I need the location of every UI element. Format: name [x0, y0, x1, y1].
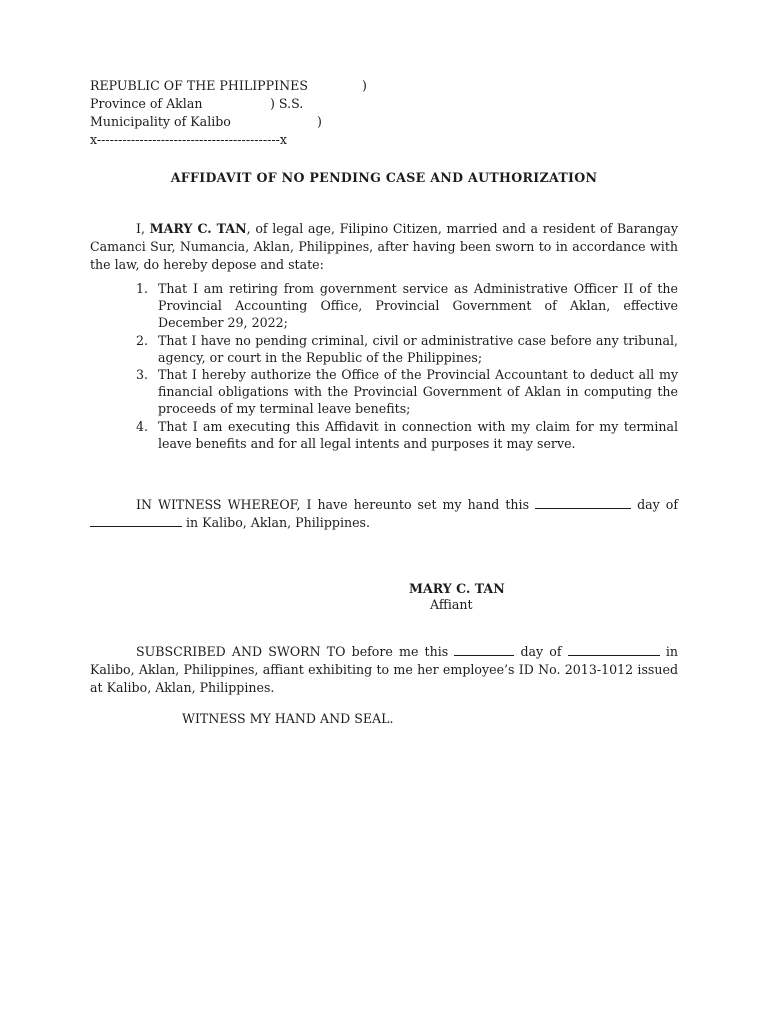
signatory-name: MARY C. TAN [409, 581, 505, 596]
statement-number: 4. [136, 418, 149, 434]
affiant-name: MARY C. TAN [149, 221, 247, 236]
statement-item [90, 418, 678, 452]
jurat-paragraph [90, 643, 678, 697]
caption-municipality: Municipality of Kalibo [90, 114, 231, 129]
month-blank [90, 514, 182, 527]
witness-text-3: in Kalibo, Aklan, Philippines. [186, 515, 371, 530]
statement-text: That I am retiring from government service as Administrative Officer II of the Provincial Accounting Office, Provincial Government of Aklan, effective December 29, 2022; [158, 281, 678, 331]
statement-number: 3. [136, 367, 149, 383]
caption-ss: ) S.S. [270, 96, 304, 111]
caption-municipality-row [90, 113, 390, 131]
intro-prefix: I, [136, 221, 150, 236]
statement-text: That I am executing this Affidavit in connection with my claim for my terminal leave benefits and for all legal intents and purposes it may serve. [158, 418, 678, 451]
statement-item [90, 332, 678, 366]
caption-rule: x-------------------------------------------x [90, 132, 287, 147]
seal-line: WITNESS MY HAND AND SEAL. [182, 711, 394, 726]
venue-caption [90, 77, 390, 149]
statement-number: 2. [136, 332, 149, 348]
jurat-text-1: SUBSCRIBED AND SWORN TO before me this [136, 644, 449, 659]
statement-list [90, 280, 678, 452]
intro-text: , of legal age, Filipino Citizen, married and a resident of Barangay Camanci Sur, Numancia, Aklan, Philippines, after having been sworn to in accordance with the law, do hereby depose and state: [90, 221, 678, 272]
witness-paragraph [90, 496, 678, 532]
witness-text-1: IN WITNESS WHEREOF, I have hereunto set my hand this [136, 497, 530, 512]
jurat-text-2: day of [520, 644, 562, 659]
month-blank [568, 643, 660, 656]
caption-province-row [90, 95, 390, 113]
document-title: AFFIDAVIT OF NO PENDING CASE AND AUTHORIZATION [170, 170, 598, 185]
statement-text: That I hereby authorize the Office of the Provincial Accountant to deduct all my financial obligations with the Provincial Government of Aklan in computing the proceeds of my terminal leave benefits; [158, 367, 678, 417]
caption-paren: ) [362, 78, 367, 93]
witness-text-2: day of [637, 497, 678, 512]
statement-item [90, 366, 678, 418]
caption-republic: REPUBLIC OF THE PHILIPPINES [90, 78, 308, 93]
statement-text: That I have no pending criminal, civil or administrative case before any tribunal, agency, or court in the Republic of the Philippines; [158, 332, 678, 365]
jurat-text-3: in Kalibo, Aklan, Philippines, affiant exhibiting to me her employee’s ID No. 2013-1012 issued at Kalibo, Aklan, Philippines. [90, 644, 678, 695]
statement-item [90, 280, 678, 332]
day-blank [535, 496, 631, 509]
statement-number: 1. [136, 281, 149, 296]
day-blank [454, 643, 514, 656]
signatory-role: Affiant [430, 597, 473, 612]
caption-paren: ) [317, 114, 322, 129]
caption-republic-row [90, 77, 390, 95]
intro-paragraph [90, 220, 678, 274]
caption-province: Province of Aklan [90, 96, 203, 111]
